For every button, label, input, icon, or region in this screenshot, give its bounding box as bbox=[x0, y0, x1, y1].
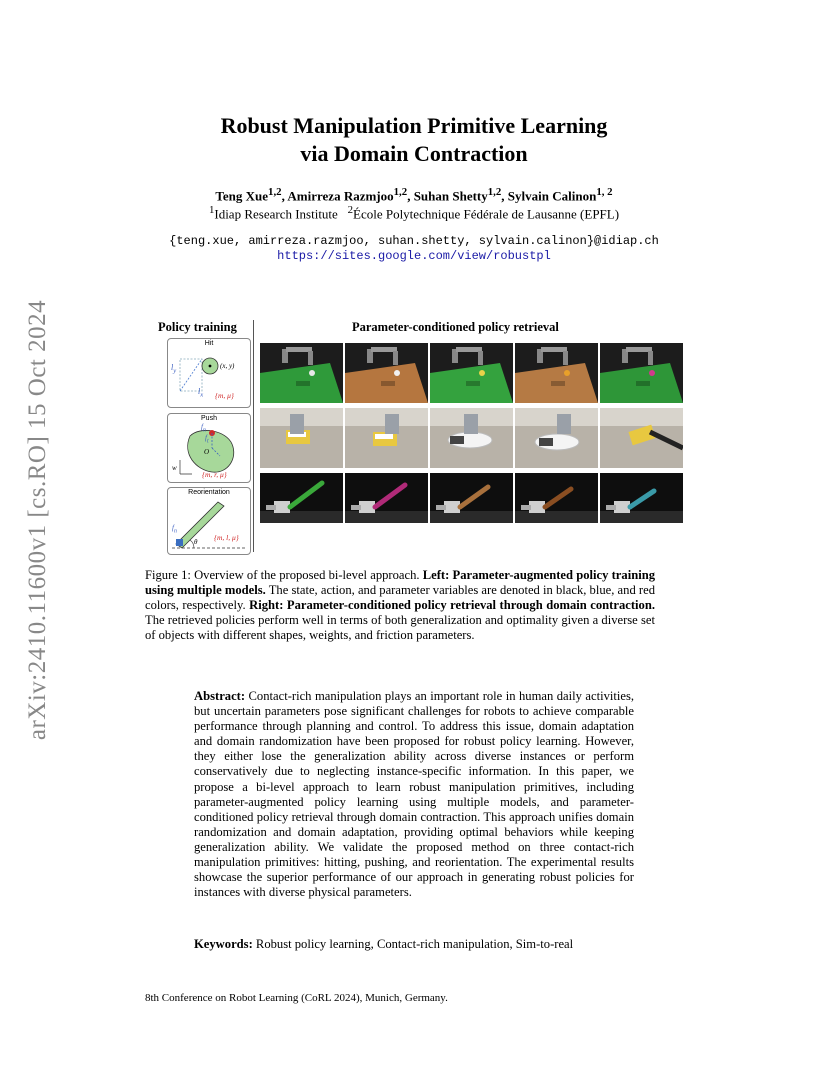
title-line-1: Robust Manipulation Primitive Learning bbox=[220, 113, 608, 138]
affil-1: Idiap Research Institute bbox=[214, 206, 338, 222]
author-name: Teng Xue bbox=[215, 188, 269, 204]
project-url-link[interactable]: https://sites.google.com/view/robustpl bbox=[277, 249, 551, 263]
figure-left-heading: Policy training bbox=[158, 320, 237, 334]
reorientation-scene-image bbox=[345, 473, 428, 523]
hit-diagram bbox=[168, 339, 250, 407]
caption-right-label: Right: Parameter-conditioned policy retrieval through domain contraction. bbox=[249, 598, 655, 612]
affil-1-sup: 1 bbox=[208, 204, 215, 216]
hit-label-params: {m, μ} bbox=[215, 391, 234, 400]
author-sep: , bbox=[501, 188, 508, 204]
author-name: Amirreza Razmjoo bbox=[287, 188, 394, 204]
push-label-params: {m, r, μ} bbox=[202, 470, 227, 479]
author-affil-sup: 1, 2 bbox=[596, 186, 613, 198]
hit-scene-image bbox=[600, 343, 683, 403]
hit-scene-image bbox=[260, 343, 343, 403]
push-panel-title: Push bbox=[201, 415, 217, 422]
hit-scene-image bbox=[430, 343, 513, 403]
abstract-label: Abstract: bbox=[194, 689, 246, 703]
arxiv-stamp-text: arXiv:2410.11600v1 [cs.RO] 15 Oct 2024 bbox=[24, 299, 51, 741]
hit-panel-title: Hit bbox=[204, 340, 214, 347]
paper-title bbox=[0, 112, 828, 168]
figure-right-heading: Parameter-conditioned policy retrieval bbox=[352, 320, 559, 334]
reorientation-label-fn: $f_n$ bbox=[172, 524, 177, 535]
figure-caption bbox=[145, 568, 655, 643]
author-affil-sup: 1,2 bbox=[393, 186, 408, 198]
caption-left-text: The state, action, and parameter variables are denoted in black, blue, and red colors, respectively. bbox=[145, 583, 655, 612]
hit-label-xy: (x, y) bbox=[220, 362, 235, 370]
caption-left-label: Left: Parameter-augmented policy training using multiple models. bbox=[145, 568, 655, 597]
abstract-text: Contact-rich manipulation plays an important role in human daily activities, but uncertain parameters pose significant challenges for robots to achieve comparable performance through planning and control. To address this issue, domain adaptation and domain randomization have been proposed for robust policy learning. However, they either lose the generalization ability across diverse instances or perform conservatively due to neglecting instance-specific information. In this paper, we propose a bi-level approach to learn robust manipulation primitives, including parameter-augmented policy learning using multiple models, and parameter-conditioned policy retrieval through domain contraction. This approach unifies domain randomization and domain adaptation, providing optimal behaviors while keeping generalization ability. We validate the proposed method on three contact-rich manipulation primitives: hitting, pushing, and reorientation. The experimental results showcase the superior performance of our approach in generating robust policies for instances with diverse physical parameters. bbox=[194, 689, 634, 900]
caption-prefix: Figure 1: Overview of the proposed bi-level approach. bbox=[145, 568, 423, 582]
retrieval-image-grid bbox=[260, 343, 683, 528]
push-label-ft: $f_t$ bbox=[205, 434, 209, 445]
reorientation-scene-image bbox=[600, 473, 683, 523]
push-scene-image bbox=[345, 408, 428, 468]
abstract bbox=[194, 689, 634, 900]
push-diagram-panel bbox=[167, 413, 251, 483]
conference-footer: 8th Conference on Robot Learning (CoRL 2024), Munich, Germany. bbox=[145, 992, 448, 1004]
reorientation-diagram bbox=[168, 488, 250, 554]
affil-2-sup: 2 bbox=[347, 204, 353, 216]
push-label-w: w bbox=[172, 464, 177, 472]
reorientation-label-params: {m, l, μ} bbox=[214, 533, 239, 542]
push-scene-image bbox=[515, 408, 598, 468]
push-scene-image bbox=[600, 408, 683, 468]
reorientation-diagram-panel bbox=[167, 487, 251, 555]
reorientation-panel-title: Reorientation bbox=[188, 489, 230, 496]
arxiv-stamp bbox=[22, 285, 54, 755]
keywords-label: Keywords: bbox=[194, 937, 253, 951]
push-scene-image bbox=[260, 408, 343, 468]
figure-divider bbox=[253, 320, 254, 552]
hit-diagram-panel bbox=[167, 338, 251, 408]
reorientation-row bbox=[260, 473, 683, 523]
author-affil-sup: 1,2 bbox=[268, 186, 282, 198]
push-row bbox=[260, 408, 683, 468]
affil-2: École Polytechnique Fédérale de Lausanne (EPFL) bbox=[353, 206, 620, 222]
hit-row bbox=[260, 343, 683, 403]
hit-label-ly: $l_y$ bbox=[171, 363, 177, 375]
keywords bbox=[194, 937, 634, 952]
push-label-fn: $f_n$ bbox=[201, 423, 206, 434]
hit-scene-image bbox=[515, 343, 598, 403]
hit-label-lx: $l_x$ bbox=[198, 387, 204, 399]
reorientation-scene-image bbox=[430, 473, 513, 523]
keywords-text: Robust policy learning, Contact-rich manipulation, Sim-to-real bbox=[252, 937, 574, 951]
author-list bbox=[0, 186, 828, 204]
affiliations bbox=[0, 204, 828, 222]
reorientation-scene-image bbox=[515, 473, 598, 523]
author-name: Suhan Shetty bbox=[413, 188, 488, 204]
hit-scene-image bbox=[345, 343, 428, 403]
reorientation-label-theta: θ bbox=[194, 538, 198, 546]
author-name: Sylvain Calinon bbox=[507, 188, 597, 204]
reorientation-scene-image bbox=[260, 473, 343, 523]
author-sep: , bbox=[407, 188, 414, 204]
author-sep: , bbox=[281, 188, 288, 204]
push-label-o: O bbox=[204, 448, 210, 456]
author-affil-sup: 1,2 bbox=[487, 186, 502, 198]
author-emails: {teng.xue, amirreza.razmjoo, suhan.shetty, sylvain.calinon}@idiap.ch bbox=[169, 234, 659, 248]
push-scene-image bbox=[430, 408, 513, 468]
caption-right-text: The retrieved policies perform well in terms of both generalization and optimality given a diverse set of objects with different shapes, weights, and friction parameters. bbox=[145, 613, 655, 642]
title-line-2: via Domain Contraction bbox=[300, 141, 528, 166]
